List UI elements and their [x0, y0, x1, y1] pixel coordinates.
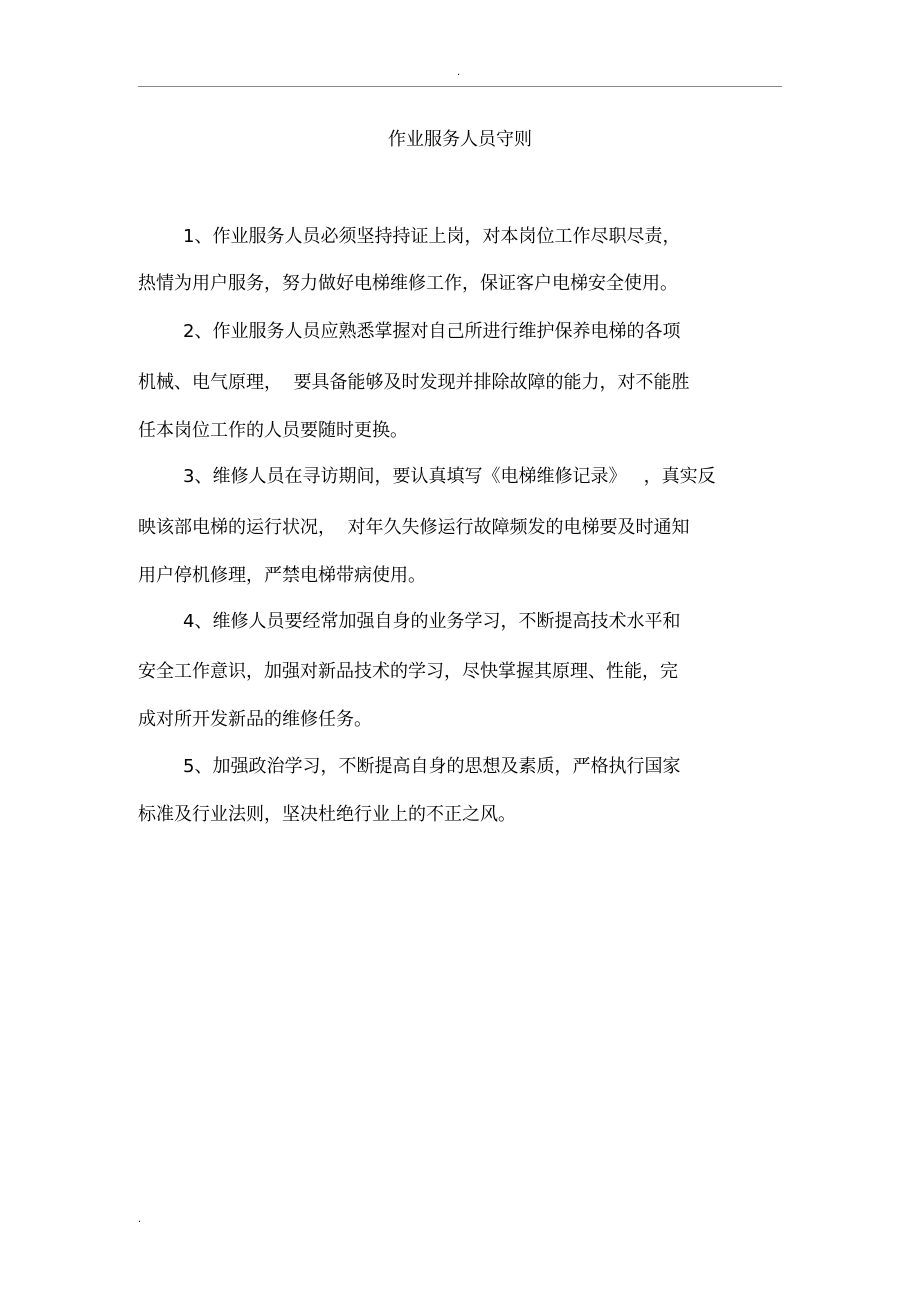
header-mark: . [457, 67, 461, 78]
header-rule [138, 86, 782, 87]
rule-5-line-2: 标准及行业法则，坚决杜绝行业上的不正之风。 [138, 804, 516, 825]
document-title: 作业服务人员守则 [388, 129, 532, 150]
rule-3-line-1: 3、维修人员在寻访期间，要认真填写《电梯维修记录》 ，真实反 [183, 466, 716, 487]
rule-2-line-1: 2、作业服务人员应熟悉掌握对自己所进行维护保养电梯的各项 [183, 321, 681, 342]
rule-1-line-2: 热情为用户服务，努力做好电梯维修工作，保证客户电梯安全使用。 [138, 273, 678, 294]
footer-mark: . [138, 1214, 142, 1225]
rule-5-line-1: 5、加强政治学习，不断提高自身的思想及素质，严格执行国家 [183, 756, 681, 777]
rule-2-line-3: 任本岗位工作的人员要随时更换。 [138, 420, 408, 441]
rule-4-line-3: 成对所开发新品的维修任务。 [138, 709, 372, 730]
rule-4-line-2: 安全工作意识，加强对新品技术的学习，尽快掌握其原理、性能，完 [138, 661, 678, 682]
rule-3-line-2: 映该部电梯的运行状况， 对年久失修运行故障频发的电梯要及时通知 [138, 517, 690, 538]
rule-4-line-1: 4、维修人员要经常加强自身的业务学习，不断提高技术水平和 [183, 611, 681, 632]
rule-3-line-3: 用户停机修理，严禁电梯带病使用。 [138, 565, 426, 586]
rule-2-line-2: 机械、电气原理， 要具备能够及时发现并排除故障的能力，对不能胜 [138, 372, 690, 393]
rule-1-line-1: 1、作业服务人员必须坚持持证上岗，对本岗位工作尽职尽责， [183, 226, 681, 247]
